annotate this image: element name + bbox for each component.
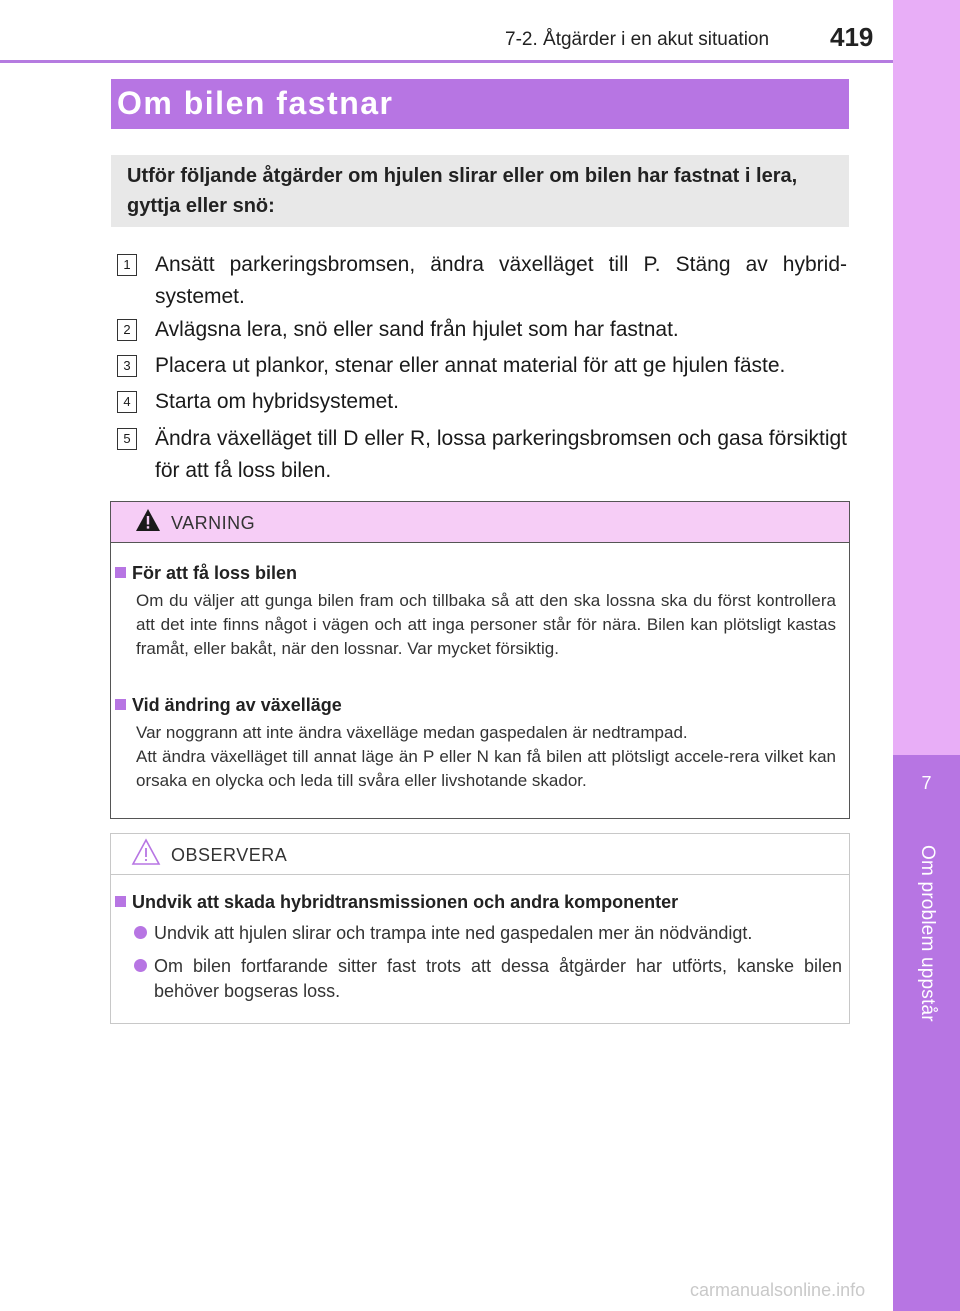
warning-box (110, 501, 850, 819)
step-number: 1 (117, 254, 137, 276)
caution-triangle-icon (131, 838, 161, 866)
warning-item-heading: För att få loss bilen (115, 563, 297, 584)
warning-triangle-icon (135, 508, 161, 532)
page-title: Om bilen fastnar (117, 85, 394, 121)
square-bullet-icon (115, 567, 126, 578)
step-number: 3 (117, 355, 137, 377)
header-rule (0, 60, 893, 63)
step-number: 2 (117, 319, 137, 341)
side-chapter-number: 7 (921, 773, 932, 793)
notice-header (111, 834, 849, 875)
bullet-dot-icon (134, 959, 147, 972)
notice-bullet: Undvik att hjulen slirar och trampa inte ned gaspedalen mer än nödvändigt. (134, 921, 842, 946)
warning-item-body-line: Att ändra växelläget till annat läge än P eller N kan få bilen att plötsligt accele-rera vilket kan orsaka en olycka och leda till svåra eller livshotande skador. (136, 747, 836, 790)
step-text: Placera ut plankor, stenar eller annat material för att ge hjulen fäste. (155, 354, 786, 377)
warning-header (111, 502, 849, 543)
square-bullet-icon (115, 699, 126, 710)
watermark: carmanualsonline.info (690, 1280, 866, 1300)
side-chapter-title: Om problem uppstår (917, 845, 938, 1022)
step-text: Ändra växelläget till D eller R, lossa parkeringsbromsen och gasa försiktigt för att få loss bilen. (155, 427, 847, 482)
warning-item-body: Om du väljer att gunga bilen fram och tillbaka så att den ska lossna ska du först kontrollera att det inte finns något i vägen och att inga personer står för nära. Bilen kan plötsligt kastas framåt, eller bakåt, när den lossnar. Var mycket försiktig. (136, 591, 836, 658)
warning-item-heading: Vid ändring av växelläge (115, 695, 342, 716)
notice-label: OBSERVERA (171, 845, 288, 865)
step-text: Ansätt parkeringsbromsen, ändra växelläget till P. Stäng av hybrid-systemet. (155, 253, 847, 308)
step-number: 5 (117, 428, 137, 450)
step-text: Avlägsna lera, snö eller sand från hjulet som har fastnat. (155, 318, 679, 341)
page-number: 419 (830, 22, 874, 52)
notice-heading: Undvik att skada hybridtransmissionen och andra komponenter (115, 892, 678, 913)
running-header-section: 7-2. Åtgärder i en akut situation (505, 29, 770, 50)
square-bullet-icon (115, 896, 126, 907)
intro-text: Utför följande åtgärder om hjulen slirar eller om bilen har fastnat i lera, gyttja eller snö: (127, 165, 798, 217)
step-number: 4 (117, 391, 137, 413)
warning-label: VARNING (171, 513, 256, 533)
notice-bullet: Om bilen fortfarande sitter fast trots att dessa åtgärder har utförts, kanske bilen behöver bogseras loss. (134, 954, 842, 1004)
step-text: Starta om hybridsystemet. (155, 390, 399, 413)
warning-item-body-line: Var noggrann att inte ändra växelläge medan gaspedalen är nedtrampad. (136, 723, 688, 742)
notice-box (110, 833, 850, 1024)
bullet-dot-icon (134, 926, 147, 939)
